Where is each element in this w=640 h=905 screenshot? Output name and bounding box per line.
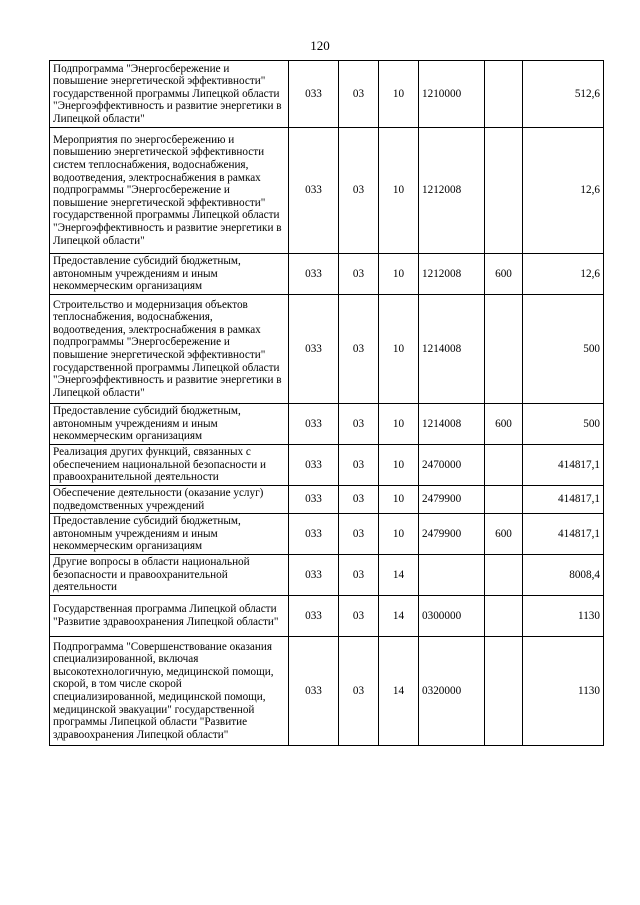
expense-type-cell: 600 bbox=[485, 514, 523, 555]
expense-type-cell bbox=[485, 128, 523, 254]
amount-cell: 512,6 bbox=[523, 61, 604, 128]
row-name-cell: Подпрограмма "Энергосбережение и повышение энергетической эффективности" государственной программы Липецкой области "Энергоэффективность и развитие энергетики в Липецкой области" bbox=[50, 61, 289, 128]
expense-type-cell: 600 bbox=[485, 254, 523, 295]
ministry-code-cell: 033 bbox=[289, 295, 339, 404]
table-row bbox=[50, 404, 604, 445]
section-code-cell: 03 bbox=[339, 128, 379, 254]
row-name-cell: Предоставление субсидий бюджетным, автономным учреждениям и иным некоммерческим организациям bbox=[50, 254, 289, 295]
subsection-code-cell: 14 bbox=[379, 596, 419, 637]
target-code-cell: 0300000 bbox=[419, 596, 485, 637]
subsection-code-cell: 14 bbox=[379, 555, 419, 596]
expense-type-cell bbox=[485, 295, 523, 404]
section-code-cell: 03 bbox=[339, 295, 379, 404]
expense-type-cell bbox=[485, 445, 523, 486]
table-row bbox=[50, 596, 604, 637]
target-code-cell: 1214008 bbox=[419, 404, 485, 445]
amount-cell: 414817,1 bbox=[523, 486, 604, 514]
table-row bbox=[50, 514, 604, 555]
page-number: 120 bbox=[310, 38, 330, 53]
subsection-code-cell: 14 bbox=[379, 637, 419, 746]
amount-cell: 1130 bbox=[523, 637, 604, 746]
table-row bbox=[50, 61, 604, 128]
expense-type-cell bbox=[485, 637, 523, 746]
amount-cell: 414817,1 bbox=[523, 445, 604, 486]
target-code-cell: 1210000 bbox=[419, 61, 485, 128]
table-row bbox=[50, 555, 604, 596]
subsection-code-cell: 10 bbox=[379, 254, 419, 295]
table-row bbox=[50, 295, 604, 404]
target-code-cell: 2479900 bbox=[419, 514, 485, 555]
row-name-cell: Подпрограмма "Совершенствование оказания специализированной, включая высокотехнологичную, медицинской помощи, скорой, в том числе скорой специализированной, медицинской помощи, медицинской эвакуации" государственной программы Липецкой области "Развитие здравоохранения Липецкой области" bbox=[50, 637, 289, 746]
subsection-code-cell: 10 bbox=[379, 128, 419, 254]
ministry-code-cell: 033 bbox=[289, 514, 339, 555]
row-name-cell: Государственная программа Липецкой области "Развитие здравоохранения Липецкой области" bbox=[50, 596, 289, 637]
ministry-code-cell: 033 bbox=[289, 254, 339, 295]
row-name-cell: Предоставление субсидий бюджетным, автономным учреждениям и иным некоммерческим организациям bbox=[50, 514, 289, 555]
ministry-code-cell: 033 bbox=[289, 445, 339, 486]
amount-cell: 500 bbox=[523, 295, 604, 404]
section-code-cell: 03 bbox=[339, 486, 379, 514]
row-name-cell: Строительство и модернизация объектов теплоснабжения, водоснабжения, водоотведения, электроснабжения в рамках подпрограммы "Энергосбережение и повышение энергетической эффективности" государственной программы Липецкой области "Энергоэффективность и развитие энергетики в Липецкой области" bbox=[50, 295, 289, 404]
amount-cell: 1130 bbox=[523, 596, 604, 637]
section-code-cell: 03 bbox=[339, 445, 379, 486]
table-row bbox=[50, 637, 604, 746]
section-code-cell: 03 bbox=[339, 637, 379, 746]
section-code-cell: 03 bbox=[339, 404, 379, 445]
expense-type-cell: 600 bbox=[485, 404, 523, 445]
target-code-cell: 0320000 bbox=[419, 637, 485, 746]
subsection-code-cell: 10 bbox=[379, 445, 419, 486]
amount-cell: 8008,4 bbox=[523, 555, 604, 596]
expense-type-cell bbox=[485, 596, 523, 637]
ministry-code-cell: 033 bbox=[289, 404, 339, 445]
section-code-cell: 03 bbox=[339, 555, 379, 596]
amount-cell: 500 bbox=[523, 404, 604, 445]
ministry-code-cell: 033 bbox=[289, 486, 339, 514]
section-code-cell: 03 bbox=[339, 596, 379, 637]
ministry-code-cell: 033 bbox=[289, 596, 339, 637]
amount-cell: 414817,1 bbox=[523, 514, 604, 555]
section-code-cell: 03 bbox=[339, 514, 379, 555]
table-row bbox=[50, 254, 604, 295]
row-name-cell: Обеспечение деятельности (оказание услуг) подведомственных учреждений bbox=[50, 486, 289, 514]
row-name-cell: Другие вопросы в области национальной безопасности и правоохранительной деятельности bbox=[50, 555, 289, 596]
target-code-cell bbox=[419, 555, 485, 596]
table-row bbox=[50, 128, 604, 254]
target-code-cell: 2479900 bbox=[419, 486, 485, 514]
expense-type-cell bbox=[485, 555, 523, 596]
section-code-cell: 03 bbox=[339, 61, 379, 128]
ministry-code-cell: 033 bbox=[289, 128, 339, 254]
table-row bbox=[50, 445, 604, 486]
amount-cell: 12,6 bbox=[523, 254, 604, 295]
row-name-cell: Мероприятия по энергосбережению и повышению энергетической эффективности систем теплоснабжения, водоснабжения, водоотведения, электроснабжения в рамках подпрограммы "Энергосбережение и повышение энергетической эффективности" государственной программы Липецкой области "Энергоэффективность и развитие энергетики в Липецкой области" bbox=[50, 128, 289, 254]
table-row bbox=[50, 486, 604, 514]
ministry-code-cell: 033 bbox=[289, 637, 339, 746]
subsection-code-cell: 10 bbox=[379, 404, 419, 445]
target-code-cell: 1212008 bbox=[419, 128, 485, 254]
section-code-cell: 03 bbox=[339, 254, 379, 295]
subsection-code-cell: 10 bbox=[379, 486, 419, 514]
amount-cell: 12,6 bbox=[523, 128, 604, 254]
target-code-cell: 2470000 bbox=[419, 445, 485, 486]
target-code-cell: 1214008 bbox=[419, 295, 485, 404]
target-code-cell: 1212008 bbox=[419, 254, 485, 295]
budget-table bbox=[49, 60, 604, 746]
row-name-cell: Предоставление субсидий бюджетным, автономным учреждениям и иным некоммерческим организациям bbox=[50, 404, 289, 445]
subsection-code-cell: 10 bbox=[379, 514, 419, 555]
subsection-code-cell: 10 bbox=[379, 61, 419, 128]
expense-type-cell bbox=[485, 486, 523, 514]
expense-type-cell bbox=[485, 61, 523, 128]
ministry-code-cell: 033 bbox=[289, 555, 339, 596]
ministry-code-cell: 033 bbox=[289, 61, 339, 128]
subsection-code-cell: 10 bbox=[379, 295, 419, 404]
row-name-cell: Реализация других функций, связанных с обеспечением национальной безопасности и правоохранительной деятельности bbox=[50, 445, 289, 486]
